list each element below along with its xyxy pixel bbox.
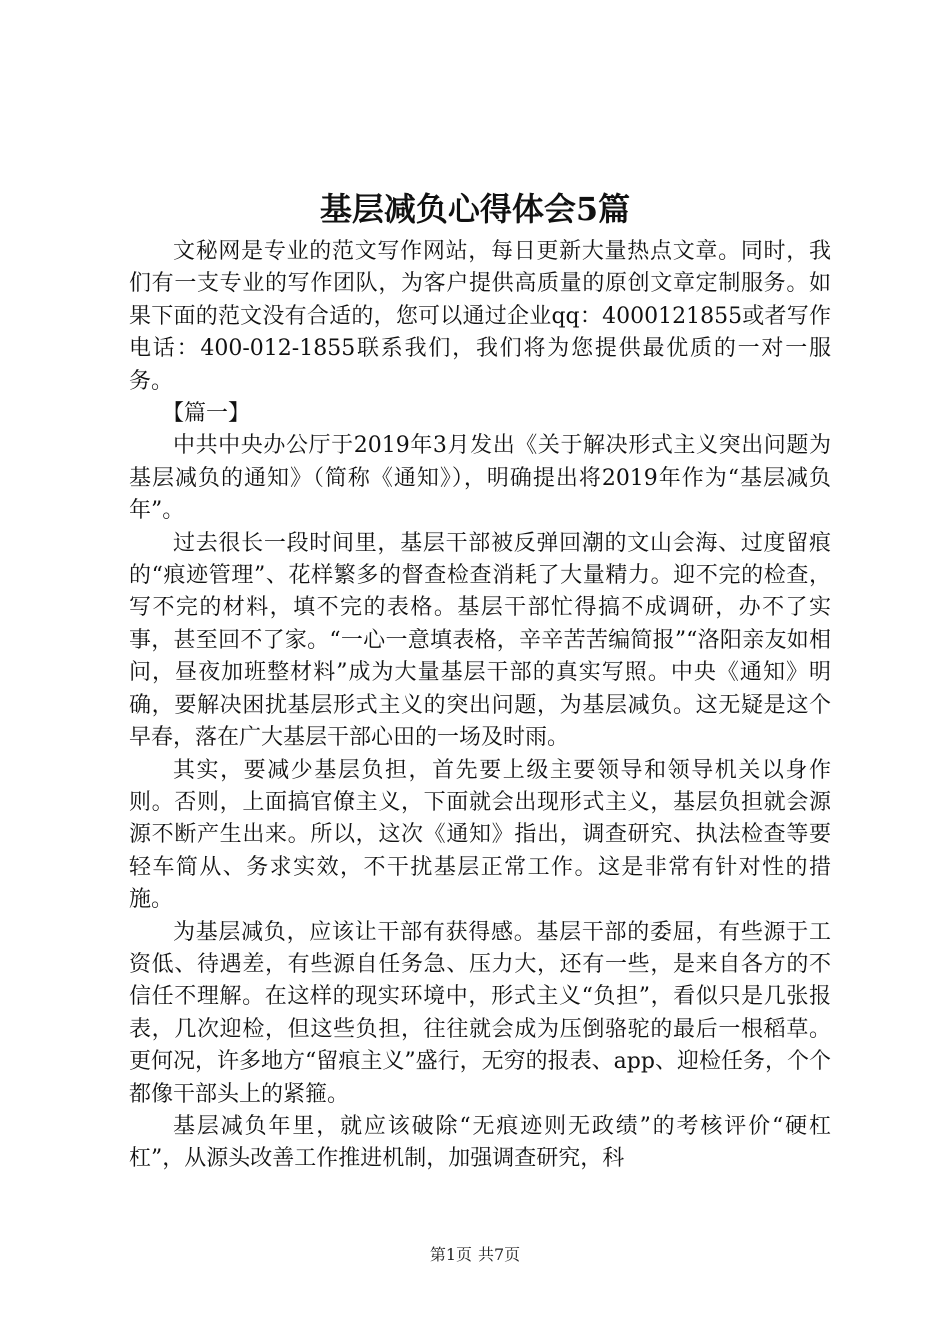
body-paragraph: 基层减负年里，就应该破除“无痕迹则无政绩”的考核评价“硬杠杠”，从源头改善工作推进机制，加强调查研究，科 (129, 1113, 831, 1172)
page-total: 共7页 (478, 1245, 521, 1264)
document-body (129, 236, 831, 1176)
page-footer (0, 1245, 950, 1265)
body-paragraph: 过去很长一段时间里，基层干部被反弹回潮的文山会海、过度留痕的“痕迹管理”、花样繁多的督查检查消耗了大量精力。迎不完的检查，写不完的材料，填不完的表格。基层干部忙得搞不成调研，办不了实事，甚至回不了家。“一心一意填表格，辛辛苦苦编简报”“洛阳亲友如相问，昼夜加班整材料”成为大量基层干部的真实写照。中央《通知》明确，要解决困扰基层形式主义的突出问题，为基层减负。这无疑是这个早春，落在广大基层干部心田的一场及时雨。 (129, 530, 831, 751)
page-number: 第1页 (429, 1245, 472, 1264)
body-paragraph: 其实，要减少基层负担，首先要上级主要领导和领导机关以身作则。否则，上面搞官僚主义，下面就会出现形式主义，基层负担就会源源不断产生出来。所以，这次《通知》指出，调查研究、执法检查等要轻车简从、务求实效，不干扰基层正常工作。这是非常有针对性的措施。 (129, 757, 831, 913)
section-heading: 【篇一】 (162, 401, 251, 427)
intro-paragraph: 文秘网是专业的范文写作网站，每日更新大量热点文章。同时，我们有一支专业的写作团队，为客户提供高质量的原创文章定制服务。如果下面的范文没有合适的，您可以通过企业qq：4000121855或者写作电话：400-012-1855联系我们，我们将为您提供最优质的一对一服务。 (129, 239, 831, 394)
body-paragraph: 为基层减负，应该让干部有获得感。基层干部的委屈，有些源于工资低、待遇差，有些源自任务急、压力大，还有一些，是来自各方的不信任不理解。在这样的现实环境中，形式主义“负担”，看似只是几张报表，几次迎检，但这些负担，往往就会成为压倒骆驼的最后一根稻草。更何况，许多地方“留痕主义”盛行，无穷的报表、app、迎检任务，个个都像干部头上的紧箍。 (129, 919, 831, 1107)
document-title: 基层减负心得体会5篇 (319, 190, 631, 228)
body-paragraph: 中共中央办公厅于2019年3月发出《关于解决形式主义突出问题为基层减负的通知》（简称《通知》），明确提出将2019年作为“基层减负年”。 (129, 433, 831, 524)
